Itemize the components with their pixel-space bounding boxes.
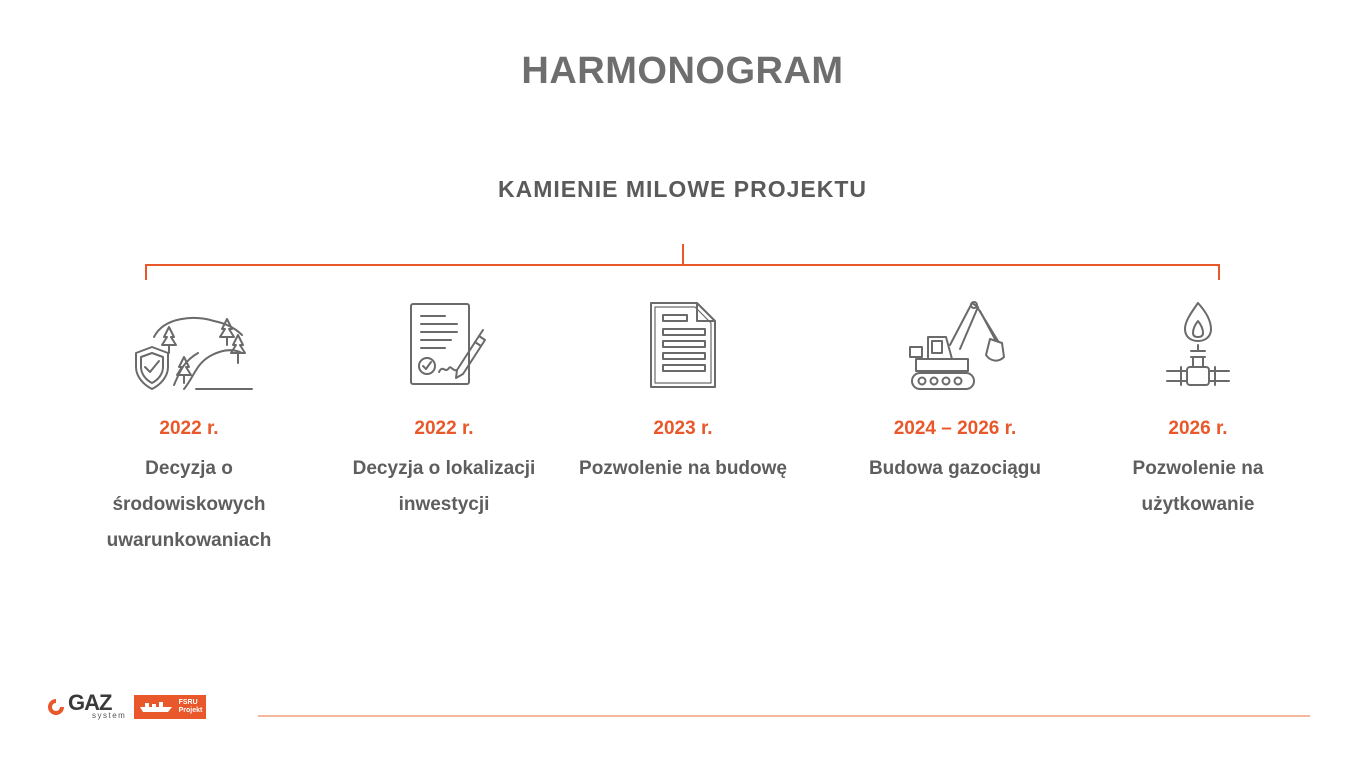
milestone-description-line: uwarunkowaniach [106,530,272,551]
page-title: HARMONOGRAM [521,50,844,92]
milestone-description-line: Decyzja o [145,458,233,479]
page-subtitle: KAMIENIE MILOWE PROJEKTU [497,176,867,202]
milestone-year: 2022 r. [414,418,474,439]
milestone-description-line: środowiskowych [112,494,266,515]
excavator-icon [900,297,1010,393]
logo-system-text: system [92,711,127,720]
fsru-label: FSRU [178,698,198,706]
milestone-description-line: Pozwolenie na budowę [579,458,787,479]
gaz-system-swirl-icon [46,697,66,717]
milestone-description [835,451,1075,487]
timeline-bracket [0,0,1365,300]
fsru-logo [134,695,206,719]
ship-icon [139,701,173,713]
gas-flame-pipe-icon [1163,299,1233,391]
milestone-description-line: Pozwolenie na [1132,458,1264,479]
milestone-occupancy-permit [1078,295,1318,523]
milestone-location-decision [324,295,564,523]
document-icon [643,299,723,391]
document-signing-pen-icon [399,300,489,390]
milestone-year: 2022 r. [159,418,219,439]
milestone-building-permit [563,295,803,487]
milestone-year: 2024 – 2026 r. [893,418,1017,439]
milestone-description [1078,451,1318,523]
milestone-year: 2026 r. [1168,418,1228,439]
milestone-description-line: inwestycji [398,494,490,515]
milestone-description [69,451,309,559]
environment-forest-shield-icon [124,297,254,393]
footer-divider [258,715,1310,717]
milestone-description [324,451,564,523]
milestone-description-line: użytkowanie [1141,494,1255,515]
milestone-environment [69,295,309,559]
milestone-description [563,451,803,487]
gaz-system-logo [46,690,206,720]
fsru-project-label: Projekt [178,706,203,714]
milestone-pipeline-construction [835,295,1075,487]
milestone-description-line: Decyzja o lokalizacji [352,458,536,479]
milestone-description-line: Budowa gazociągu [868,458,1042,479]
milestone-year: 2023 r. [653,418,713,439]
logo-gaz-text: GAZ [68,690,112,715]
